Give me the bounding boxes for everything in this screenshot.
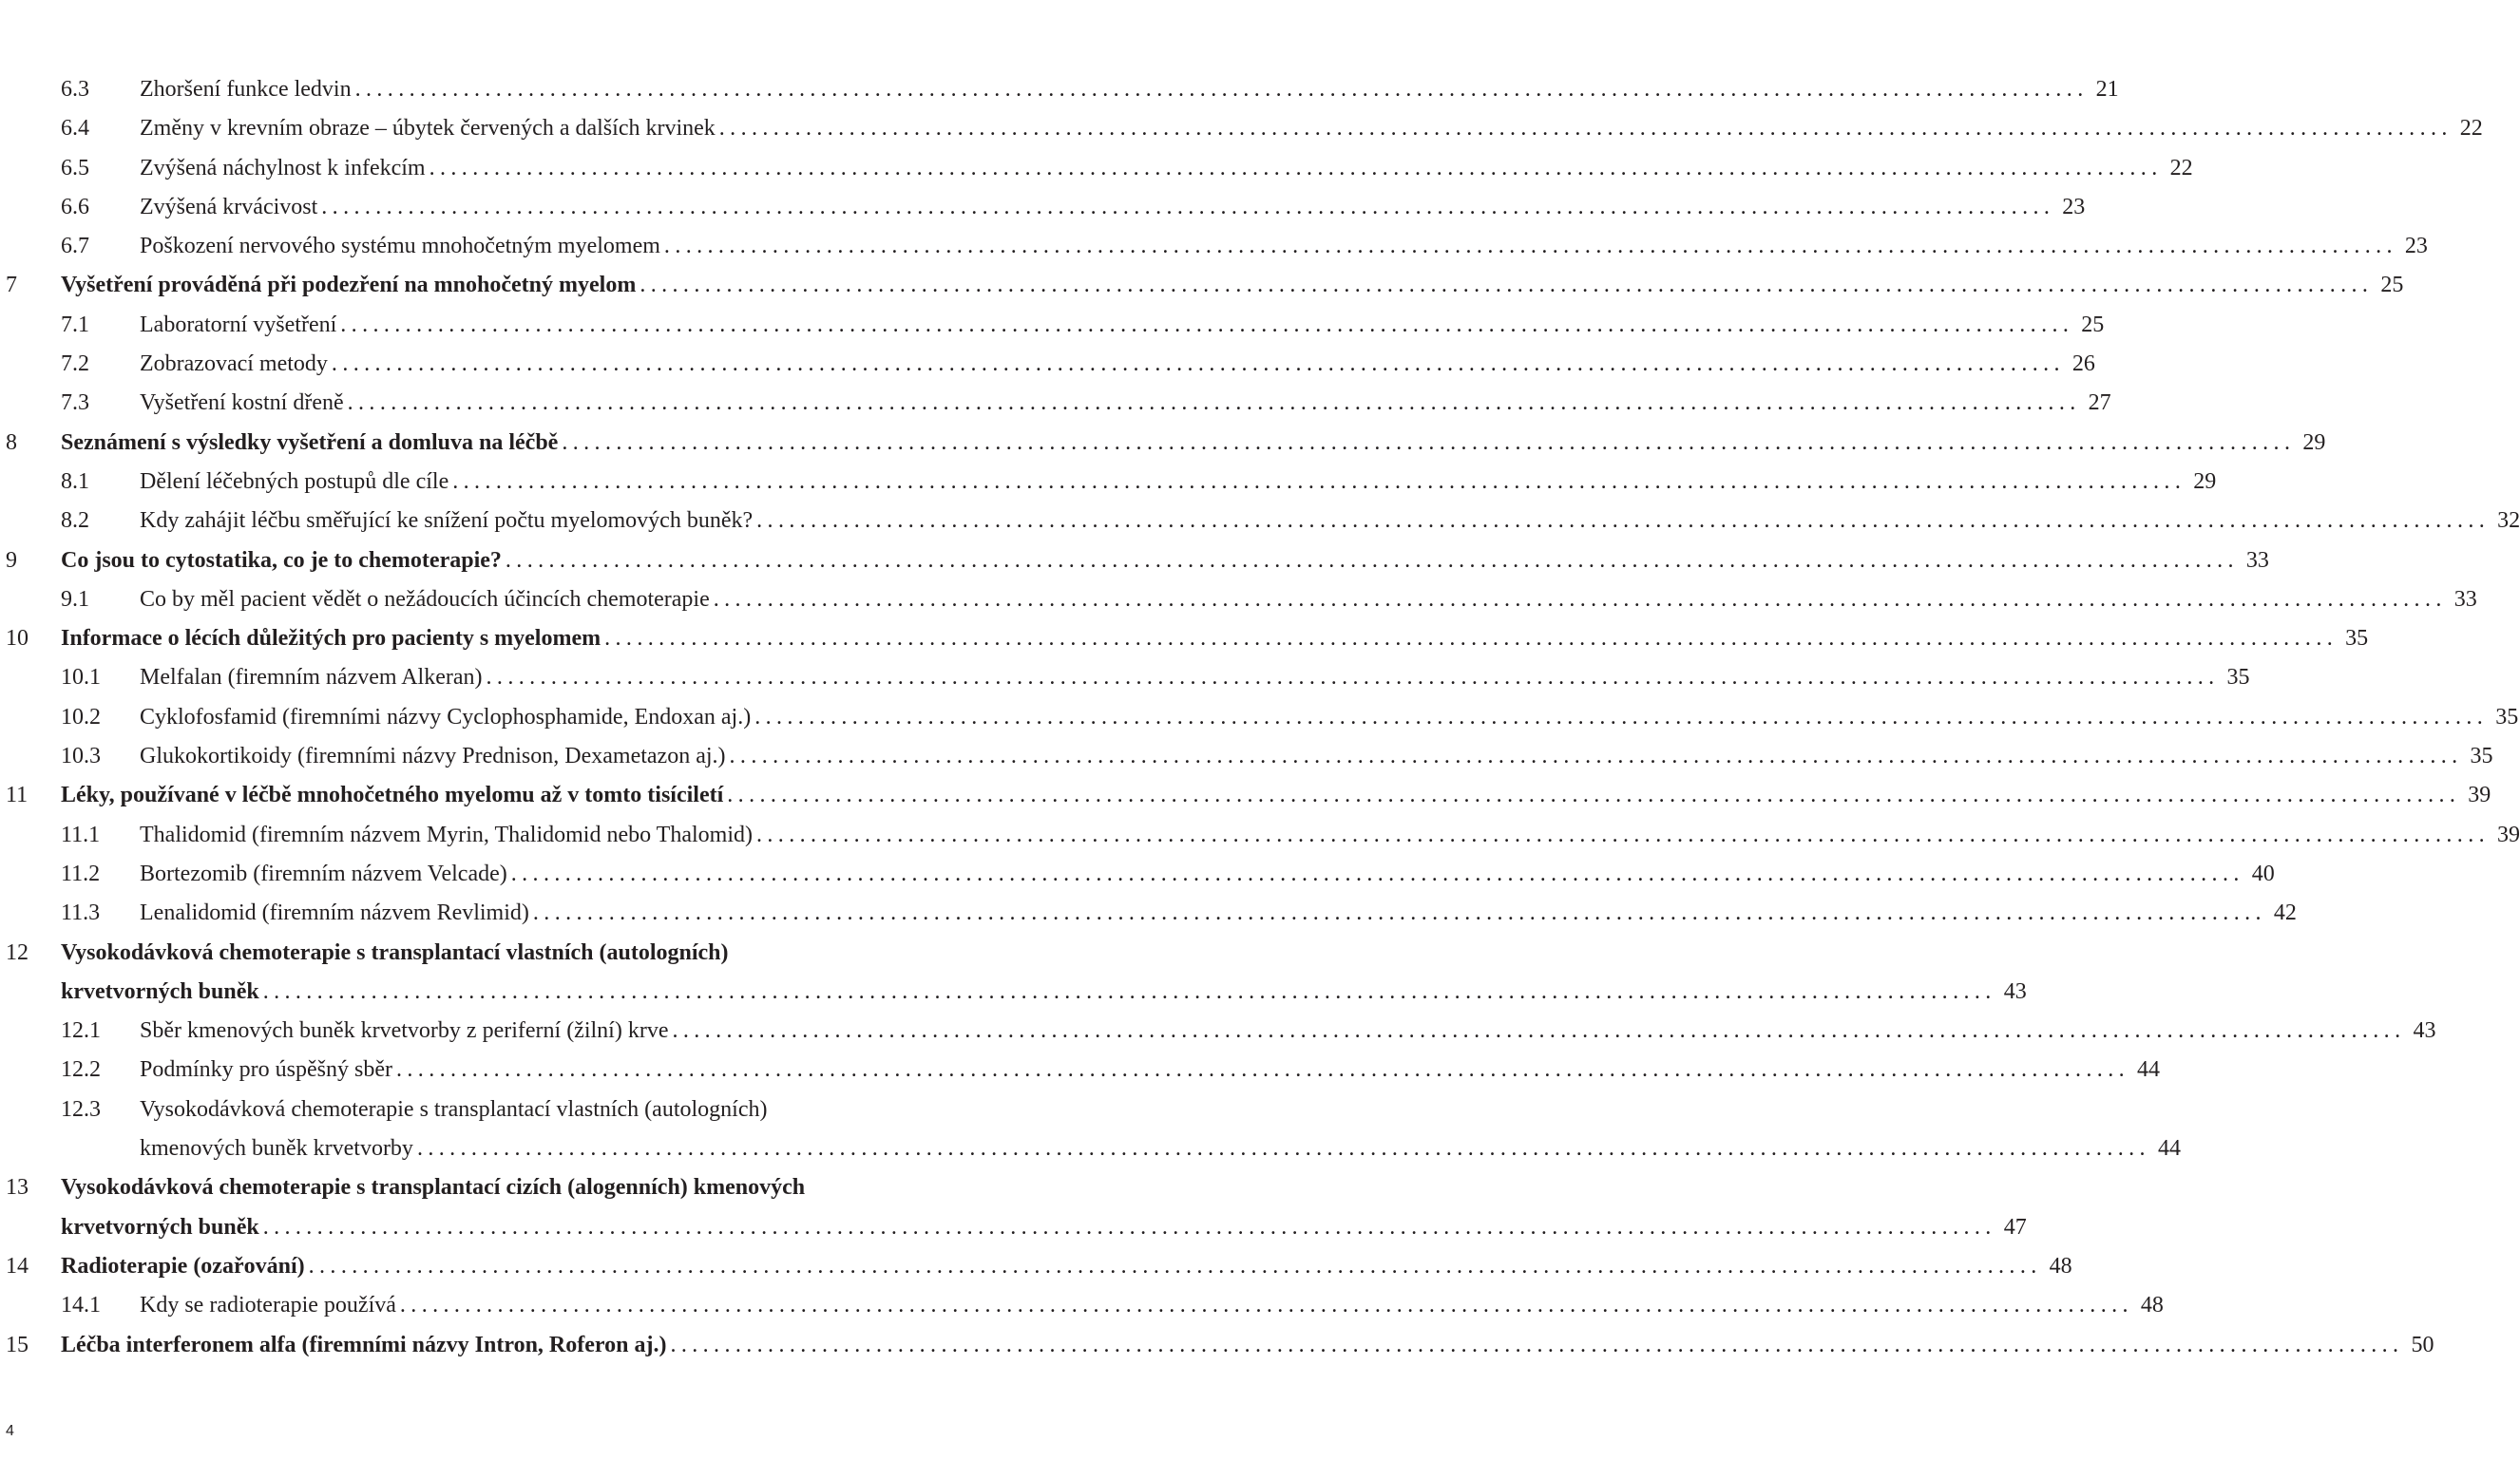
- toc-entry-title: Melfalan (firemním názvem Alkeran): [140, 665, 483, 691]
- dot-leader: ................................................................................................................................................................: [670, 1332, 2404, 1357]
- toc-entry-number: 10.2: [61, 704, 101, 730]
- dot-leader: ................................................................................................................................................................: [429, 155, 2163, 180]
- toc-entry-title: Co by měl pacient vědět o nežádoucích účincích chemoterapie: [140, 586, 710, 612]
- toc-entry-title: Sběr kmenových buněk krvetvorby z periferní (žilní) krve: [140, 1018, 669, 1044]
- toc-entry[interactable]: [0, 1090, 912, 1129]
- toc-entry-title: Zobrazovací metody: [140, 351, 328, 377]
- toc-entry-title: Změny v krevním obraze – úbytek červených a dalších krvinek: [140, 116, 716, 142]
- toc-entry-title: Podmínky pro úspěšný sběr: [140, 1057, 392, 1083]
- toc-entry-title: krvetvorných buněk: [61, 1214, 259, 1240]
- toc-entry-page: 48: [2049, 1253, 2072, 1279]
- toc-entry-title: Radioterapie (ozařování): [61, 1253, 305, 1279]
- toc-entry[interactable]: [0, 1129, 2181, 1168]
- toc-entry-title: Vysokodávková chemoterapie s transplantací vlastních (autologních): [61, 939, 729, 965]
- dot-leader: ................................................................................................................................................................: [340, 312, 2074, 337]
- dot-leader: ................................................................................................................................................................: [756, 508, 2491, 534]
- toc-entry-title: Laboratorní vyšetření: [140, 312, 337, 337]
- toc-entry-number: 8.2: [61, 508, 89, 534]
- toc-entry-title: Kdy se radioterapie používá: [140, 1293, 396, 1318]
- toc-entry-title: Informace o lécích důležitých pro pacienty s myelomem: [61, 626, 601, 652]
- page-number: 4: [6, 1423, 14, 1439]
- toc-entry-page: 42: [2273, 901, 2297, 926]
- toc-entry[interactable]: [0, 266, 2404, 305]
- toc-entry-number: 7.1: [61, 312, 89, 337]
- toc-entry[interactable]: [0, 1286, 2164, 1325]
- toc-entry[interactable]: [0, 306, 2105, 345]
- toc-entry-title: Zvýšená náchylnost k infekcím: [140, 155, 426, 180]
- toc-entry-number: 6.6: [61, 194, 89, 219]
- toc-entry-page: 39: [2468, 783, 2491, 808]
- toc-entry-page: 39: [2497, 822, 2520, 847]
- dot-leader: ................................................................................................................................................................: [562, 429, 2296, 455]
- toc-entry-title: Cyklofosfamid (firemními názvy Cyclophosphamide, Endoxan aj.): [140, 704, 752, 730]
- toc-entry-number: 13: [6, 1175, 29, 1201]
- toc-entry-number: 11: [6, 783, 29, 808]
- dot-leader: ................................................................................................................................................................: [396, 1057, 2129, 1083]
- toc-entry-page: 25: [2380, 273, 2404, 298]
- toc-entry-page: 25: [2081, 312, 2105, 337]
- toc-entry-title: Vysokodávková chemoterapie s transplantací vlastních (autologních): [140, 1096, 768, 1122]
- toc-entry-page: 33: [2245, 547, 2269, 573]
- toc-entry-number: 11.1: [61, 822, 101, 847]
- toc-entry[interactable]: [0, 580, 2477, 619]
- toc-entry-title: Léčba interferonem alfa (firemními názvy Intron, Roferon aj.): [61, 1332, 667, 1357]
- dot-leader: ................................................................................................................................................................: [663, 234, 2397, 259]
- toc-entry[interactable]: [0, 384, 2111, 423]
- toc-entry-page: 33: [2453, 586, 2477, 612]
- toc-entry-number: 6.3: [61, 77, 89, 102]
- dot-leader: ................................................................................................................................................................: [532, 901, 2266, 926]
- toc-entry[interactable]: [0, 1012, 2436, 1051]
- toc-entry-number: 6.5: [61, 155, 89, 180]
- toc-entry-page: 22: [2169, 155, 2193, 180]
- toc-entry-page: 50: [2411, 1332, 2434, 1357]
- toc-entry-number: 12.1: [61, 1018, 101, 1044]
- toc-entry-page: 23: [2062, 194, 2086, 219]
- toc-entry-title: Dělení léčebných postupů dle cíle: [140, 468, 449, 494]
- toc-entry-page: 35: [2226, 665, 2250, 691]
- toc-entry[interactable]: [0, 70, 2119, 109]
- toc-entry-title: Léky, používané v léčbě mnohočetného myelomu až v tomto tisíciletí: [61, 783, 724, 808]
- toc-entry-number: 10.1: [61, 665, 101, 691]
- toc-entry-page: 47: [2003, 1214, 2027, 1240]
- toc-entry[interactable]: [0, 1168, 912, 1207]
- dot-leader: ................................................................................................................................................................: [727, 783, 2461, 808]
- dot-leader: ................................................................................................................................................................: [640, 273, 2374, 298]
- dot-leader: ................................................................................................................................................................: [331, 351, 2065, 377]
- toc-entry-number: 6.4: [61, 116, 89, 142]
- toc-entry-page: 35: [2345, 626, 2369, 652]
- toc-entry-title: Zhoršení funkce ledvin: [140, 77, 352, 102]
- toc-entry[interactable]: [0, 188, 2086, 227]
- toc-entry[interactable]: [0, 776, 2491, 815]
- toc-entry-title: Poškození nervového systému mnohočetným myelomem: [140, 234, 660, 259]
- toc-entry-title: Vyšetření kostní dřeně: [140, 390, 344, 416]
- dot-leader: ................................................................................................................................................................: [354, 77, 2089, 102]
- dot-leader: ................................................................................................................................................................: [604, 626, 2339, 652]
- toc-entry-page: 43: [2413, 1018, 2436, 1044]
- toc-entry-number: 14.1: [61, 1293, 101, 1318]
- toc-entry[interactable]: [0, 1208, 2027, 1247]
- toc-entry[interactable]: [0, 698, 2519, 737]
- toc-entry-number: 12.2: [61, 1057, 101, 1083]
- dot-leader: ................................................................................................................................................................: [756, 822, 2490, 847]
- toc-entry[interactable]: [0, 658, 2250, 697]
- toc-entry-title: krvetvorných buněk: [61, 978, 259, 1004]
- dot-leader: ................................................................................................................................................................: [321, 194, 2055, 219]
- dot-leader: ................................................................................................................................................................: [262, 1214, 1996, 1240]
- toc-entry-page: 21: [2095, 77, 2119, 102]
- dot-leader: ................................................................................................................................................................: [347, 390, 2081, 416]
- dot-leader: ................................................................................................................................................................: [713, 586, 2447, 612]
- toc-entry-title: Lenalidomid (firemním názvem Revlimid): [140, 901, 529, 926]
- toc-entry-number: 8.1: [61, 468, 89, 494]
- toc-entry-title: Glukokortikoidy (firemními názvy Prednison, Dexametazon aj.): [140, 744, 726, 769]
- toc-entry-page: 27: [2088, 390, 2111, 416]
- toc-entry[interactable]: [0, 345, 2095, 384]
- toc-entry[interactable]: [0, 109, 2483, 148]
- toc-entry-number: 10: [6, 626, 29, 652]
- dot-leader: ................................................................................................................................................................: [718, 116, 2453, 142]
- toc-entry-page: 35: [2470, 744, 2493, 769]
- toc-entry[interactable]: [0, 463, 2217, 502]
- toc-entry-number: 9.1: [61, 586, 89, 612]
- toc-entry-page: 40: [2251, 861, 2275, 886]
- toc-entry-title: Co jsou to cytostatika, co je to chemoterapie?: [61, 547, 502, 573]
- dot-leader: ................................................................................................................................................................: [672, 1018, 2406, 1044]
- toc-entry-number: 8: [6, 429, 17, 455]
- toc-entry[interactable]: [0, 149, 2193, 188]
- dot-leader: ................................................................................................................................................................: [452, 468, 2186, 494]
- toc-entry[interactable]: [0, 619, 2369, 658]
- toc-entry-title: kmenových buněk krvetvorby: [140, 1136, 413, 1162]
- toc-entry-page: 44: [2157, 1136, 2181, 1162]
- toc-entry-title: Vysokodávková chemoterapie s transplantací cizích (alogenních) kmenových: [61, 1175, 806, 1201]
- dot-leader: ................................................................................................................................................................: [510, 861, 2244, 886]
- toc-entry[interactable]: [0, 894, 2297, 933]
- dot-leader: ................................................................................................................................................................: [262, 978, 1996, 1004]
- toc-entry-page: 48: [2140, 1293, 2164, 1318]
- dot-leader: ................................................................................................................................................................: [416, 1136, 2150, 1162]
- toc-entry[interactable]: [0, 541, 2269, 580]
- toc-entry-number: 7: [6, 273, 17, 298]
- toc-entry-page: 23: [2404, 234, 2428, 259]
- toc-entry-number: 10.3: [61, 744, 101, 769]
- toc-entry-title: Kdy zahájit léčbu směřující ke snížení počtu myelomových buněk?: [140, 508, 754, 534]
- toc-entry-number: 6.7: [61, 234, 89, 259]
- toc-entry[interactable]: [0, 1051, 2160, 1090]
- dot-leader: ................................................................................................................................................................: [308, 1253, 2042, 1279]
- toc-entry-page: 43: [2003, 978, 2027, 1004]
- toc-entry-number: 12.3: [61, 1096, 101, 1122]
- toc-entry-number: 14: [6, 1253, 29, 1279]
- toc-entry-number: 9: [6, 547, 17, 573]
- toc-entry-page: 22: [2459, 116, 2483, 142]
- toc-entry[interactable]: [0, 502, 2520, 540]
- dot-leader: ................................................................................................................................................................: [505, 547, 2239, 573]
- toc-entry[interactable]: [0, 816, 2520, 855]
- toc-entry[interactable]: [0, 934, 912, 973]
- dot-leader: ................................................................................................................................................................: [729, 744, 2463, 769]
- dot-leader: ................................................................................................................................................................: [486, 665, 2220, 691]
- toc-entry[interactable]: [0, 737, 2493, 776]
- toc-entry-page: 32: [2497, 508, 2520, 534]
- toc-entry-title: Bortezomib (firemním názvem Velcade): [140, 861, 507, 886]
- toc-entry-title: Thalidomid (firemním názvem Myrin, Thalidomid nebo Thalomid): [140, 822, 753, 847]
- table-of-contents: [0, 70, 2520, 1365]
- toc-entry[interactable]: [0, 973, 2027, 1012]
- toc-entry-page: 26: [2071, 351, 2095, 377]
- toc-entry-number: 7.2: [61, 351, 89, 377]
- toc-entry[interactable]: [0, 855, 2275, 894]
- toc-entry-page: 35: [2495, 704, 2519, 730]
- toc-entry-page: 29: [2302, 429, 2326, 455]
- toc-entry-number: 11.3: [61, 901, 101, 926]
- toc-entry-number: 7.3: [61, 390, 89, 416]
- toc-entry-number: 11.2: [61, 861, 101, 886]
- toc-entry[interactable]: [0, 227, 2428, 266]
- toc-entry-title: Seznámení s výsledky vyšetření a domluva na léčbě: [61, 429, 559, 455]
- dot-leader: ................................................................................................................................................................: [754, 704, 2489, 730]
- toc-entry-number: 15: [6, 1332, 29, 1357]
- toc-entry-title: Vyšetření prováděná při podezření na mnohočetný myelom: [61, 273, 637, 298]
- toc-entry[interactable]: [0, 1326, 2434, 1365]
- toc-entry[interactable]: [0, 424, 2326, 463]
- toc-entry-number: 12: [6, 939, 29, 965]
- toc-entry-title: Zvýšená krvácivost: [140, 194, 318, 219]
- toc-entry-page: 29: [2193, 468, 2217, 494]
- dot-leader: ................................................................................................................................................................: [399, 1293, 2133, 1318]
- toc-entry-page: 44: [2137, 1057, 2160, 1083]
- toc-entry[interactable]: [0, 1247, 2072, 1286]
